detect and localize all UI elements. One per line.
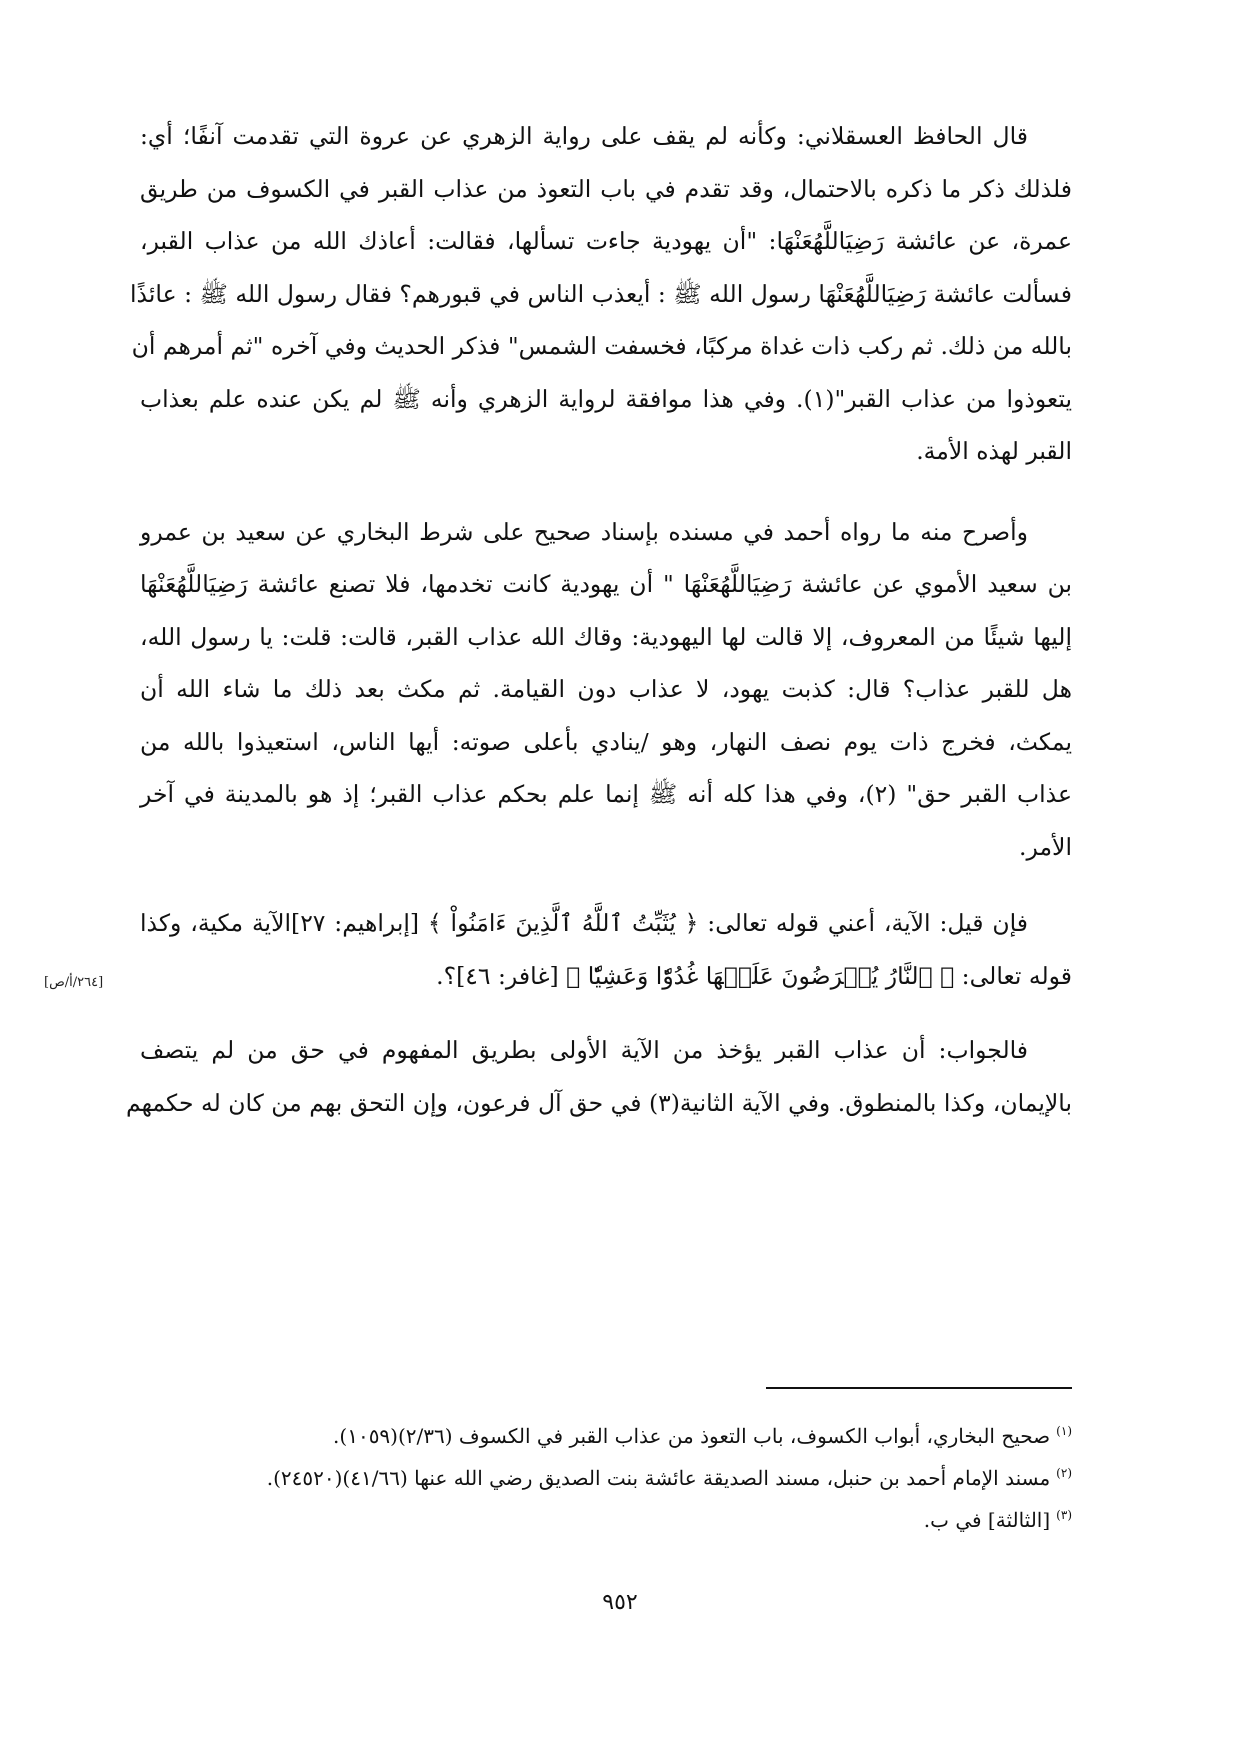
text-line: بن سعيد الأموي عن عائشة رَضِيَاللَّهُعَنْهَا " أن يهودية كانت تخدمها، فلا تصنع عائشة رَضِيَاللَّهُعَنْهَا xyxy=(140,570,1072,598)
footnote-divider xyxy=(766,1387,1072,1389)
footnote-marker: (٣) xyxy=(1056,1508,1072,1523)
text-line: وأصرح منه ما رواه أحمد في مسنده بإسناد صحيح على شرط البخاري عن سعيد بن عمرو xyxy=(140,517,1028,546)
paragraph-2 xyxy=(140,506,1072,874)
footnote-text: صحيح البخاري، أبواب الكسوف، باب التعوذ من عذاب القبر في الكسوف (٢/٣٦)(١٠٥٩). xyxy=(333,1424,1051,1448)
text-line: قوله تعالى: ﴿ ٱلنَّارُ يُعۡرَضُونَ عَلَيۡهَا غُدُوّٗا وَعَشِيّٗا ﴾ [غافر: ٤٦]؟. xyxy=(436,961,1072,990)
text-line: يمكث، فخرج ذات يوم نصف النهار، وهو /ينادي بأعلى صوته: أيها الناس، استعيذوا بالله من xyxy=(140,727,1072,756)
text-line: فالجواب: أن عذاب القبر يؤخذ من الآية الأولى بطريق المفهوم في حق من لم يتصف xyxy=(140,1036,1028,1064)
text-line: الأمر. xyxy=(1019,832,1072,861)
page-number: ٩٥٢ xyxy=(602,1590,638,1615)
text-line: فإن قيل: الآية، أعني قوله تعالى: ﴿ يُثَبِّتُ ٱللَّهُ ٱلَّذِينَ ءَامَنُواْ ﴾ [إبراهيم: ٢٧]الآية مكية، وكذا xyxy=(140,909,1028,937)
text-line: إليها شيئًا من المعروف، إلا قالت لها اليهودية: وقاك الله عذاب القبر، قالت: قلت: يا رسول الله، xyxy=(140,622,1072,651)
text-line: هل للقبر عذاب؟ قال: كذبت يهود، لا عذاب دون القيامة. ثم مكث بعد ذلك ما شاء الله أن xyxy=(140,675,1072,703)
footnote-marker: (٢) xyxy=(1056,1466,1072,1481)
text-line: بالإيمان، وكذا بالمنطوق. وفي الآية الثانية(٣) في حق آل فرعون، وإن التحق بهم من كان له حكمهم xyxy=(125,1088,1072,1117)
footnote-text: مسند الإمام أحمد بن حنبل، مسند الصديقة عائشة بنت الصديق رضي الله عنها (٤١/٦٦)(٢٤٥٢٠). xyxy=(266,1466,1051,1490)
footnote-1 xyxy=(140,1415,1072,1457)
paragraph-1 xyxy=(130,110,1072,478)
text-line: فلذلك ذكر ما ذكره بالاحتمال، وقد تقدم في باب التعوذ من عذاب القبر في الكسوف من طريق xyxy=(140,174,1072,203)
text-line: فسألت عائشة رَضِيَاللَّهُعَنْهَا رسول الله ﷺ : أيعذب الناس في قبورهم؟ فقال رسول الله ﷺ : عائذًا xyxy=(130,279,1072,308)
footnotes xyxy=(140,1415,1072,1541)
paragraph-4 xyxy=(125,1024,1072,1129)
footnote-marker: (١) xyxy=(1056,1424,1072,1439)
text-line: عذاب القبر حق" (٢)، وفي هذا كله أنه ﷺ إنما علم بحكم عذاب القبر؛ إذ هو بالمدينة في آخر xyxy=(140,780,1072,808)
text-line: القبر لهذه الأمة. xyxy=(916,437,1072,465)
footnote-3 xyxy=(140,1499,1072,1541)
text-line: عمرة، عن عائشة رَضِيَاللَّهُعَنْهَا: "أن يهودية جاءت تسألها، فقالت: أعاذك الله من عذاب القبر، xyxy=(140,227,1072,255)
footnote-text: [الثالثة] في ب. xyxy=(923,1508,1051,1532)
page-body xyxy=(125,110,1072,1129)
text-line: يتعوذوا من عذاب القبر"(١). وفي هذا موافقة لرواية الزهري وأنه ﷺ لم يكن عنده علم بعذاب xyxy=(140,384,1072,413)
text-line: بالله من ذلك. ثم ركب ذات غداة مركبًا، فخسفت الشمس" فذكر الحديث وفي آخره "ثم أمرهم أن xyxy=(131,332,1072,360)
text-line: قال الحافظ العسقلاني: وكأنه لم يقف على رواية الزهري عن عروة التي تقدمت آنفًا؛ أي: xyxy=(140,122,1028,150)
manuscript-folio-note: [٢٦٤/أ/ص] xyxy=(44,975,104,990)
footnote-2 xyxy=(140,1457,1072,1499)
paragraph-3 xyxy=(140,897,1072,1002)
